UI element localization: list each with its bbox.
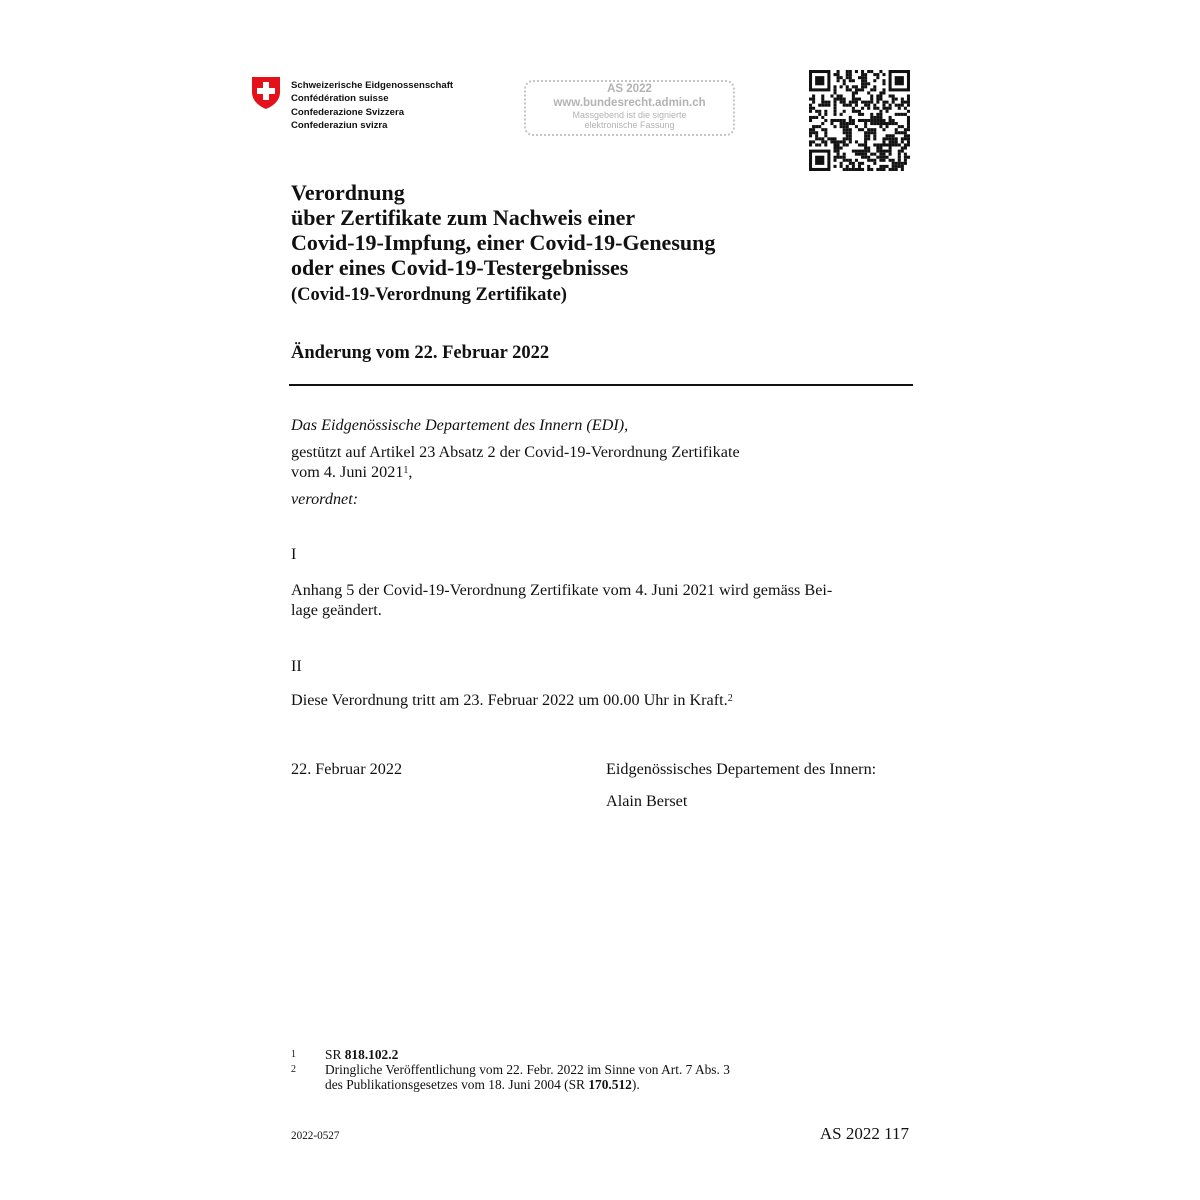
confederation-name xyxy=(291,79,453,133)
signatory-name: Alain Berset xyxy=(606,792,688,810)
signature-authority: Eidgenössisches Departement des Innern: xyxy=(606,760,877,778)
title-line: oder eines Covid-19-Testergebnisses xyxy=(291,255,629,280)
footnote-text: des Publikationsgesetzes vom 18. Juni 2004 (SR xyxy=(325,1077,589,1092)
footnote-text: Dringliche Veröffentlichung vom 22. Febr. 2022 im Sinne von Art. 7 Abs. 3 xyxy=(325,1062,730,1077)
legal-basis-line xyxy=(291,463,412,481)
stamp-collection: AS 2022 xyxy=(607,83,652,95)
footnote-text-end: ). xyxy=(631,1077,640,1092)
official-collection-number: AS 2022 117 xyxy=(819,1124,909,1143)
title-line: Covid-19-Impfung, einer Covid-19-Genesung xyxy=(291,230,716,255)
footnote-ref-2[interactable]: 2 xyxy=(727,693,733,704)
section-text-line: Anhang 5 der Covid-19-Verordnung Zertifikate vom 4. Juni 2021 wird gemäss Bei- xyxy=(291,581,833,599)
footnote-2-continued xyxy=(325,1078,640,1092)
footnote-2 xyxy=(291,1063,730,1077)
official-publication-stamp xyxy=(524,80,735,136)
title-line: über Zertifikate zum Nachweis einer xyxy=(291,205,636,230)
stamp-url[interactable]: www.bundesrecht.admin.ch xyxy=(553,97,706,109)
footnote-1 xyxy=(291,1048,398,1062)
entry-into-force: Diese Verordnung tritt am 23. Februar 2022 um 00.00 Uhr in Kraft. xyxy=(291,691,728,709)
short-title: (Covid-19-Verordnung Zertifikate) xyxy=(291,285,567,305)
footnote-text: SR xyxy=(325,1047,345,1062)
qr-code-icon[interactable] xyxy=(809,70,910,171)
document-number: 2022-0527 xyxy=(291,1130,340,1142)
legal-basis-line: gestützt auf Artikel 23 Absatz 2 der Covid-19-Verordnung Zertifikate xyxy=(291,443,740,461)
footnote-number: 1 xyxy=(291,1049,296,1060)
section-text-line: lage geändert. xyxy=(291,601,382,619)
confed-line-it: Confederazione Svizzera xyxy=(291,106,405,118)
issuing-authority: Das Eidgenössische Departement des Innern (EDI), xyxy=(291,416,629,434)
stamp-note-2: elektronische Fassung xyxy=(584,120,675,130)
decree-formula: verordnet: xyxy=(291,490,359,508)
footnote-number: 2 xyxy=(291,1064,296,1075)
title-divider xyxy=(289,384,913,386)
section-text-line xyxy=(291,691,733,709)
footnote-sr-number[interactable]: 170.512 xyxy=(588,1077,632,1092)
confed-line-de: Schweizerische Eidgenossenschaft xyxy=(291,80,454,91)
confed-line-rm: Confederaziun svizra xyxy=(291,120,388,132)
section-number: II xyxy=(291,657,302,675)
swiss-cross-shield-icon xyxy=(251,76,281,110)
document-title xyxy=(291,180,715,280)
title-line: Verordnung xyxy=(291,180,405,205)
signature-date: 22. Februar 2022 xyxy=(291,760,403,778)
footnote-sr-number[interactable]: 818.102.2 xyxy=(344,1047,399,1062)
section-number: I xyxy=(291,545,297,563)
footnote-ref-1[interactable]: 1 xyxy=(403,465,409,476)
legal-basis-end: , xyxy=(408,463,413,481)
legal-basis-date: vom 4. Juni 2021 xyxy=(291,463,404,481)
stamp-note-1: Massgebend ist die signierte xyxy=(572,110,687,120)
confed-line-fr: Confédération suisse xyxy=(291,93,389,105)
amendment-date: Änderung vom 22. Februar 2022 xyxy=(291,343,550,363)
